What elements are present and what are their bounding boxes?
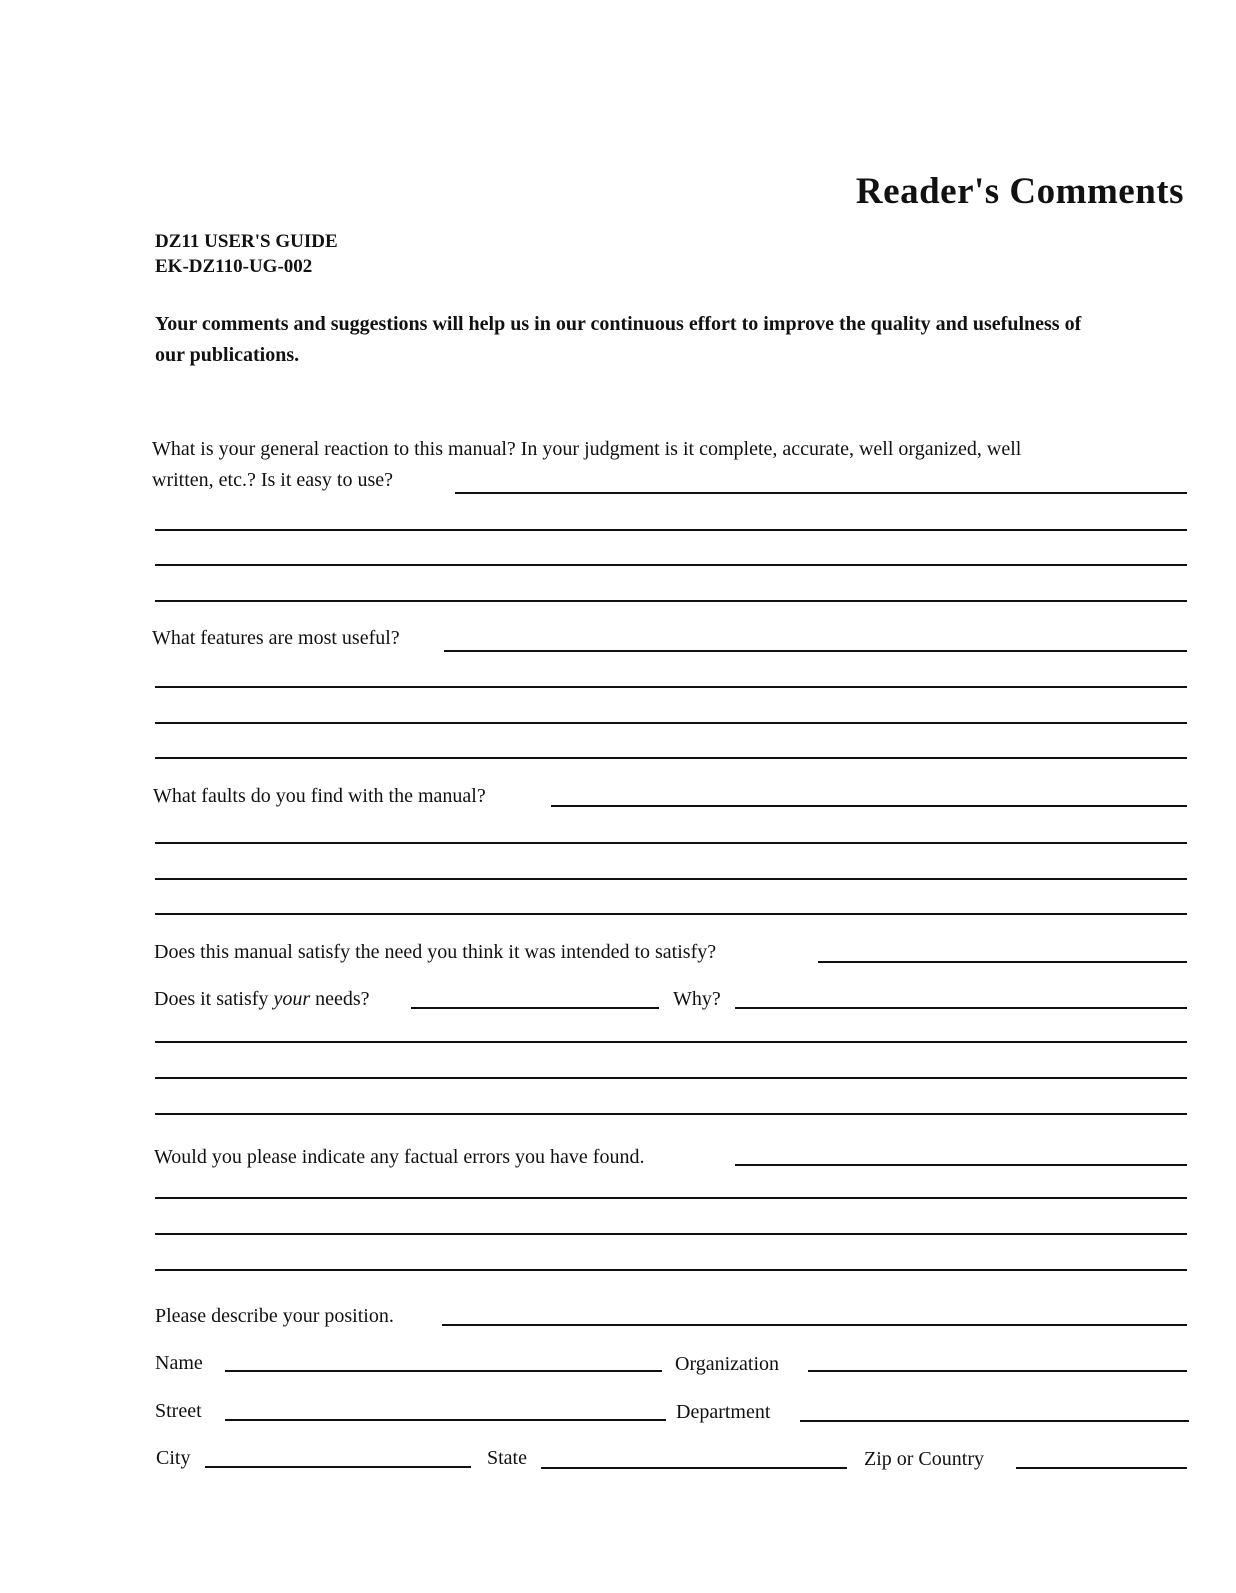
reaction-answer-line[interactable] [455,492,1187,494]
street-field[interactable] [225,1419,666,1421]
position-question: Please describe your position. [155,1305,394,1327]
why-answer-line[interactable] [155,1041,1187,1043]
reaction-question-line-2: written, etc.? Is it easy to use? [152,469,394,491]
features-answer-line[interactable] [155,757,1187,759]
reaction-question-line-1: What is your general reaction to this manual? In your judgment is it complete, accurate, well organized, well [152,438,1022,460]
position-answer-line[interactable] [442,1324,1187,1326]
your-needs-question [154,988,370,1011]
satisfy-answer-line[interactable] [818,961,1187,963]
errors-answer-line[interactable] [155,1269,1187,1271]
department-field[interactable] [800,1420,1189,1422]
intro-line-2: our publications. [155,344,300,366]
why-answer-line[interactable] [155,1113,1187,1115]
state-field[interactable] [541,1467,847,1469]
name-label: Name [155,1352,203,1374]
department-label: Department [676,1401,771,1423]
intro-line-1: Your comments and suggestions will help us in our continuous effort to improve the quality and usefulness of [155,313,1082,335]
reaction-answer-line[interactable] [155,600,1187,602]
errors-answer-line[interactable] [155,1197,1187,1199]
errors-question: Would you please indicate any factual errors you have found. [154,1146,645,1168]
organization-field[interactable] [808,1370,1187,1372]
organization-label: Organization [675,1353,780,1375]
reaction-answer-line[interactable] [155,564,1187,566]
errors-answer-line[interactable] [735,1164,1187,1166]
document-number: EK-DZ110-UG-002 [155,256,313,277]
why-answer-line[interactable] [735,1007,1187,1009]
document-name: DZ11 USER'S GUIDE [155,231,338,252]
city-label: City [156,1447,191,1469]
faults-answer-line[interactable] [155,913,1187,915]
zip-field[interactable] [1016,1467,1187,1469]
features-answer-line[interactable] [155,686,1187,688]
page-title: Reader's Comments [855,171,1184,212]
why-label: Why? [673,988,721,1010]
your-needs-pre: Does it satisfy [154,988,274,1010]
faults-question: What faults do you find with the manual? [153,785,486,807]
reaction-answer-line[interactable] [155,529,1187,531]
faults-answer-line[interactable] [551,805,1187,807]
features-answer-line[interactable] [444,650,1187,652]
faults-answer-line[interactable] [155,878,1187,880]
why-answer-line[interactable] [155,1077,1187,1079]
name-field[interactable] [225,1370,662,1372]
satisfy-question: Does this manual satisfy the need you think it was intended to satisfy? [154,941,717,963]
faults-answer-line[interactable] [155,842,1187,844]
features-question: What features are most useful? [152,627,400,649]
street-label: Street [155,1400,202,1422]
errors-answer-line[interactable] [155,1233,1187,1235]
features-answer-line[interactable] [155,722,1187,724]
state-label: State [487,1447,527,1469]
zip-label: Zip or Country [864,1448,984,1470]
your-needs-emphasis: your [273,988,311,1010]
city-field[interactable] [205,1466,471,1468]
your-needs-post: needs? [310,988,370,1010]
your-needs-answer-line[interactable] [411,1007,659,1009]
